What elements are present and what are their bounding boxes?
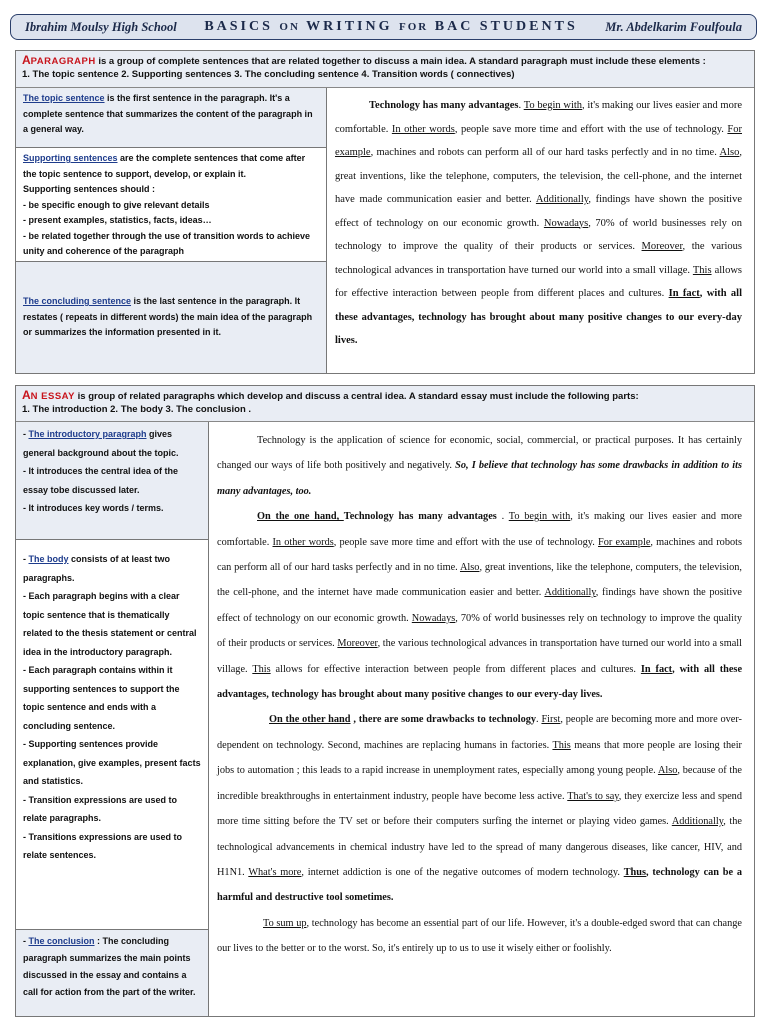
supporting-sentences-box [16,148,326,262]
introduction-box: - The introductory paragraph gives general background about the topic. - It introduces the central idea of the essay tobe discussed later. - It introduces key words / terms. [16,422,208,540]
teacher-name: Mr. Abdelkarim Foulfoula [605,19,742,34]
body-bullet: - Transition expressions are used to relate paragraphs. [23,794,178,823]
support-bullet: - be related together through the use of transition words to achieve unity and coherence of the paragraph [23,230,311,256]
essay-example [209,422,754,1016]
paragraph-definition [16,51,754,88]
essay-parts: 1. The introduction 2. The body 3. The conclusion . [22,404,252,415]
conclusion-box: - The conclusion : The concluding paragraph summarizes the main points discussed in the essay and contains a call for action from the part of the writer. [16,930,208,1016]
title-word: BAC STUDENTS [434,19,578,34]
term-concluding-sentence: The concluding sentence [23,296,132,306]
essay-introduction: Technology is the application of science for economic, social, commercial, or practical purposes. It has certainly changed our ways of life both positively and negatively. So, I believe that technology has some drawbacks in addition to its many advantages, too. [217,435,742,497]
support-bullet: - present examples, statistics, facts, ideas… [23,215,212,225]
concluding-sentence-box [16,262,326,373]
intro-bullet: - It introduces key words / terms. [23,503,164,513]
intro-bullet: - It introduces the central idea of the essay tobe discussed later. [23,466,179,495]
term-supporting-sentences: Supporting sentences [23,153,118,163]
essay-left-column [16,422,209,1016]
body-bullet: - Supporting sentences provide explanation, give examples, present facts and statistics. [23,739,201,786]
body-bullet: - Each paragraph begins with a clear topic sentence that is thematically related to the thesis statement or central idea in the introductory paragraph. [23,591,197,657]
page-header [10,14,757,40]
body-text: consists of at least two paragraphs. [23,554,171,583]
support-text: are the complete sentences that come after the topic sentence to support, develop, or explain it. [23,153,306,179]
title-word: ON [279,21,300,33]
paragraph-definition-text: is a group of complete sentences that are related together to discuss a main idea. A standard paragraph must include these elements : [98,56,706,67]
topic-sentence-box [16,88,326,148]
essay-definition-text: is group of related paragraphs which develop and discuss a central idea. A standard essay must include the following parts: [77,391,639,402]
paragraph-left-column [16,88,327,373]
title-word: BASICS [204,19,273,34]
essay-body-paragraph-1: On the one hand, Technology has many advantages . To begin with, it's making our lives easier and more comfortable. In other words, people save more time and effort with the use of technology. For example, machines and robots can perform all of our hard tasks perfectly and in no time. Also, great inventions, like the telephone, computers, the television, the cell-phone, and the internet have made communication easier and better. Additionally, findings have shown the positive effect of technology on our economic growth. Nowadays, 70% of world businesses rely on technology to improve the quality of their products or services. Moreover, the various technological advances in transportation have turned our world into a small village. This allows for effective interaction between people from different places and cultures. In fact, with all these advantages, technology has brought about many positive changes to our every-day lives. [217,511,743,701]
support-bullet: - be specific enough to give relevant details [23,199,210,210]
conclusion-text: : The concluding paragraph summarizes the main points discussed in the essay and contains a call for action from the part of the writer. [23,936,196,997]
example-paragraph: Technology has many advantages. To begin with, it's making our lives easier and more comfortable. In other words, people save more time and effort with the use of technology. For example, machines and robots can perform all of our hard tasks perfectly and in no time. Also, great inventions, like the telephone, computers, the television, the cell-phone, and the internet have made communication easier and better. Additionally, findings have shown the positive effect of technology on our economic growth. Nowadays, 70% of world businesses rely on technology to improve the quality of their products or services. Moreover, the various technological advances in transportation have turned our world into a small village. This allows for effective interaction between people from different places and cultures. In fact, with all these advantages, technology has brought about many positive changes to our every-day lives. [335,100,743,346]
essay-conclusion: To sum up, technology has become an essential part of our life. However, it's a double-edged sword that can change our lives to the better or to the worst. So, it's entirely up to us to use it wisely either or foolishly. [217,917,742,955]
title-word: WRITING [306,19,393,34]
essay-section [15,385,755,1017]
essay-body-paragraph-2: On the other hand , there are some drawbacks to technology. First, people are becoming more and more over-dependent on technology. Second, machines are replacing humans in factories. This means that more people are losing their jobs to automation ; this leads to a rapid increase in unemployment rates, especially among young people. Also, because of the incredible breakthroughs in entertainment industry, people have become less active. That's to say, they exercize less and spend more time sitting before the TV set or before their computers surfing the internet or playing video games. Additionally, the technological advancements in chemical industry have led to the spread of many dangerous diseases, like cancer, HIV, and H1N1. What's more, internet addiction is one of the negative outcomes of modern technology. Thus, technology can be a harmful and destructive tool sometimes. [217,714,742,904]
term-body: The body [28,554,69,564]
term-introductory-paragraph: The introductory paragraph [28,429,147,439]
school-name: Ibrahim Moulsy High School [25,19,177,34]
intro-text: gives general background about the topic. [23,429,179,458]
paragraph-section [15,50,755,374]
body-bullet: - Each paragraph contains within it supporting sentences to support the topic sentence and ends with a concluding sentence. [23,665,180,731]
term-conclusion: The conclusion [28,936,95,946]
title-word: FOR [399,21,429,33]
paragraph-example [327,88,754,373]
body-box: - The body consists of at least two paragraphs. - Each paragraph begins with a clear topic sentence that is thematically related to the thesis statement or central idea in the introductory paragraph. - Each paragraph contains within it supporting sentences to support the topic sentence and ends with a concluding sentence. - Supporting sentences provide explanation, give examples, present facts and statistics. - Transition expressions are used to relate paragraphs. - Transitions expressions are used to relate sentences. [16,540,208,930]
essay-heading: AN ESSAY [22,388,76,402]
page-title [204,19,577,35]
concluding-text: is the last sentence in the paragraph. It restates ( repeats in different words) the main idea of the paragraph or summarizes the information presented in it. [23,296,313,337]
support-should: Supporting sentences should : [23,184,156,194]
example-essay [209,428,754,962]
paragraph-heading: APARAGRAPH [22,53,96,67]
essay-definition [16,386,754,422]
paragraph-elements: 1. The topic sentence 2. Supporting sentences 3. The concluding sentence 4. Transition words ( connectives) [22,69,515,80]
term-topic-sentence: The topic sentence [23,93,105,103]
body-bullet: - Transitions expressions are used to relate sentences. [23,831,183,860]
topic-text: is the first sentence in the paragraph. It's a complete sentence that summarizes the content of the paragraph in a general way. [23,93,313,134]
